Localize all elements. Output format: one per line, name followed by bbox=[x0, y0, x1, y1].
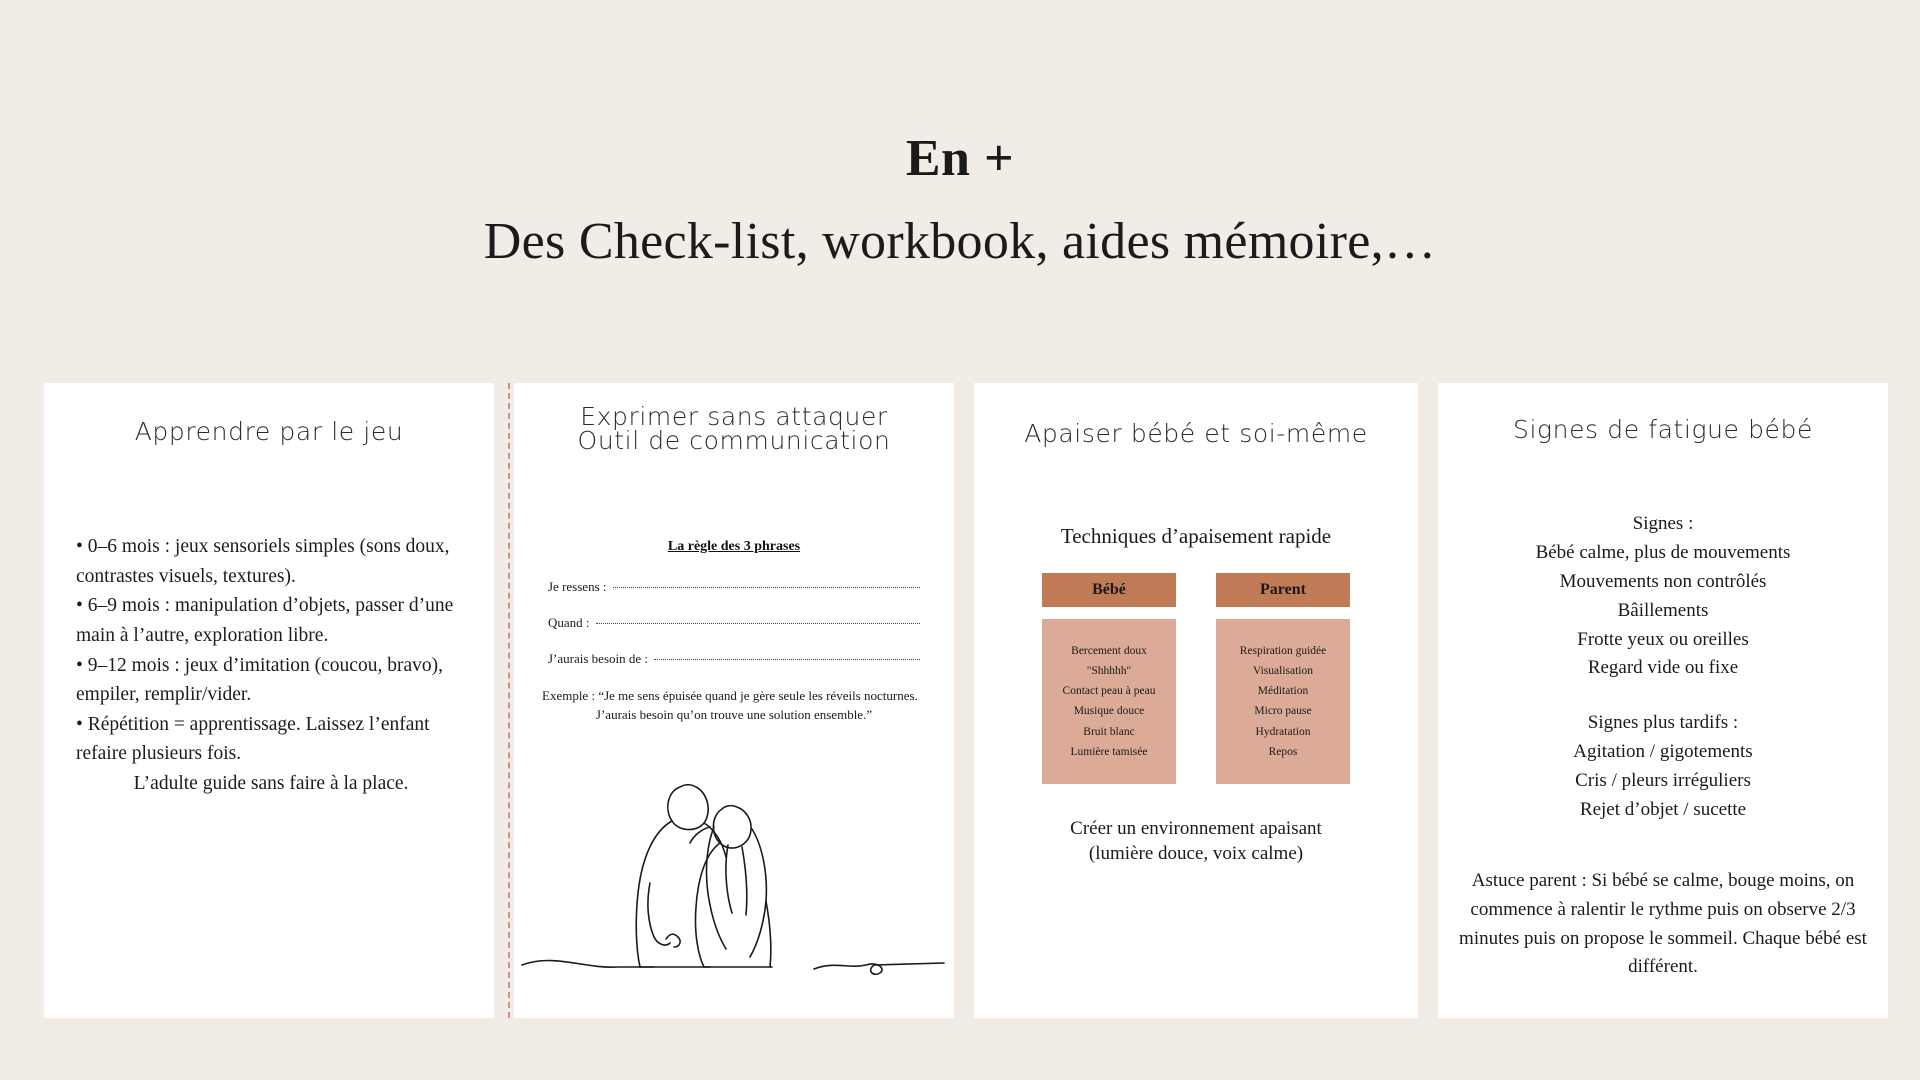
card3-item: Visualisation bbox=[1253, 665, 1313, 678]
card3-footer-line1: Créer un environnement apaisant bbox=[1070, 817, 1322, 839]
card3-column-items bbox=[1216, 619, 1350, 784]
card3-item: Lumière tamisée bbox=[1070, 745, 1148, 758]
card2-title bbox=[514, 402, 954, 455]
card2-field-label: J’aurais besoin de : bbox=[548, 651, 649, 666]
card2-field-row[interactable] bbox=[548, 579, 920, 595]
card1-bullet: • 9–12 mois : jeux d’imitation (coucou, bravo), empiler, remplir/vider. bbox=[76, 654, 443, 706]
card3-subtitle: Techniques d’apaisement rapide bbox=[1060, 524, 1332, 548]
card4-item: Agitation / gigotements bbox=[1573, 741, 1753, 763]
card3-column-items bbox=[1042, 619, 1176, 784]
card2-field-label: Quand : bbox=[548, 615, 590, 630]
card4-title: Signes de fatigue bébé bbox=[1513, 415, 1813, 444]
card2-example-line1: Exemple : “Je me sens épuisée quand je gère seule les réveils nocturnes. bbox=[542, 688, 918, 703]
card4-group-signes bbox=[1438, 510, 1888, 683]
card4-item: Bébé calme, plus de mouvements bbox=[1535, 541, 1791, 563]
card1-bullet: • 0–6 mois : jeux sensoriels simples (sons doux, contrastes visuels, textures). bbox=[76, 536, 450, 587]
card1-bullet: • 6–9 mois : manipulation d’objets, passer d’une main à l’autre, exploration libre. bbox=[76, 595, 454, 646]
header-title-line2: Des Check-list, workbook, aides mémoire,… bbox=[483, 213, 1437, 271]
card3-item: Bruit blanc bbox=[1083, 725, 1135, 738]
card2-field-row[interactable] bbox=[548, 651, 920, 667]
card4-spacer bbox=[1438, 683, 1888, 709]
card4-item: Frotte yeux ou oreilles bbox=[1577, 628, 1749, 650]
card-signes-de-fatigue-bebe[interactable] bbox=[1438, 383, 1888, 1018]
card3-item: Respiration guidée bbox=[1239, 645, 1327, 657]
card3-item: Hydratation bbox=[1255, 725, 1311, 738]
card1-closing: L’adulte guide sans faire à la place. bbox=[133, 773, 409, 794]
card4-group-label: Signes : bbox=[1632, 513, 1694, 534]
card4-tip: Astuce parent : Si bébé se calme, bouge moins, on commence à ralentir le rythme puis on observe 2/3 minutes puis on propose le sommeil. Chaque bébé est différent. bbox=[1459, 869, 1867, 978]
card3-columns bbox=[974, 573, 1418, 784]
card1-body bbox=[76, 532, 466, 799]
card-apaiser-bebe-et-soi-meme[interactable] bbox=[974, 383, 1418, 1018]
couple-line-art-illustration bbox=[514, 717, 954, 992]
card4-item: Mouvements non contrôlés bbox=[1559, 570, 1767, 592]
card4-item: Rejet d’objet / sucette bbox=[1579, 798, 1747, 820]
slide-header bbox=[0, 130, 1920, 270]
card3-item: Repos bbox=[1268, 745, 1298, 758]
card3-item: Micro pause bbox=[1254, 705, 1312, 718]
card4-group-signes-tardifs bbox=[1438, 709, 1888, 825]
card4-group-label: Signes plus tardifs : bbox=[1587, 712, 1739, 734]
card2-fields bbox=[548, 579, 920, 667]
card3-column-header: Bébé bbox=[1042, 573, 1176, 607]
card2-field-dotted-line[interactable] bbox=[654, 659, 920, 660]
card2-example-line2: J’aurais besoin qu’on trouve une solution ensemble.” bbox=[595, 706, 873, 722]
card3-column-parent bbox=[1216, 573, 1350, 784]
card3-footer bbox=[974, 816, 1418, 867]
card4-item: Regard vide ou fixe bbox=[1587, 657, 1739, 679]
header-title-line1: En + bbox=[905, 130, 1015, 187]
card3-title: Apaiser bébé et soi-même bbox=[1024, 419, 1368, 448]
card3-column-bebe bbox=[1042, 573, 1176, 784]
card4-item: Cris / pleurs irréguliers bbox=[1575, 770, 1751, 791]
card1-bullet: • Répétition = apprentissage. Laissez l’enfant refaire plusieurs fois. bbox=[76, 713, 430, 765]
card3-item: "Shhhhh" bbox=[1086, 665, 1132, 678]
card2-field-dotted-line[interactable] bbox=[596, 623, 920, 624]
cards-row bbox=[44, 383, 1884, 1018]
card1-title: Apprendre par le jeu bbox=[134, 417, 404, 446]
card-exprimer-sans-attaquer[interactable] bbox=[514, 383, 954, 1018]
card2-field-label: Je ressens : bbox=[548, 579, 607, 594]
card3-item: Musique douce bbox=[1073, 705, 1145, 718]
card3-item: Contact peau à peau bbox=[1062, 685, 1156, 698]
card3-footer-line2: (lumière douce, voix calme) bbox=[1088, 843, 1304, 865]
card2-title-line1: Exprimer sans attaquer bbox=[580, 402, 888, 431]
card3-item: Bercement doux bbox=[1071, 645, 1147, 657]
card2-field-row[interactable] bbox=[548, 615, 920, 631]
card-apprendre-par-le-jeu[interactable] bbox=[44, 383, 494, 1018]
card3-column-header: Parent bbox=[1216, 573, 1350, 607]
card4-body bbox=[1438, 510, 1888, 825]
card4-item: Bâillements bbox=[1617, 599, 1709, 621]
card2-field-dotted-line[interactable] bbox=[613, 587, 921, 588]
card2-rule-title: La règle des 3 phrases bbox=[667, 539, 801, 554]
card2-title-line2: Outil de communication bbox=[577, 426, 891, 455]
card3-item: Méditation bbox=[1257, 685, 1309, 698]
